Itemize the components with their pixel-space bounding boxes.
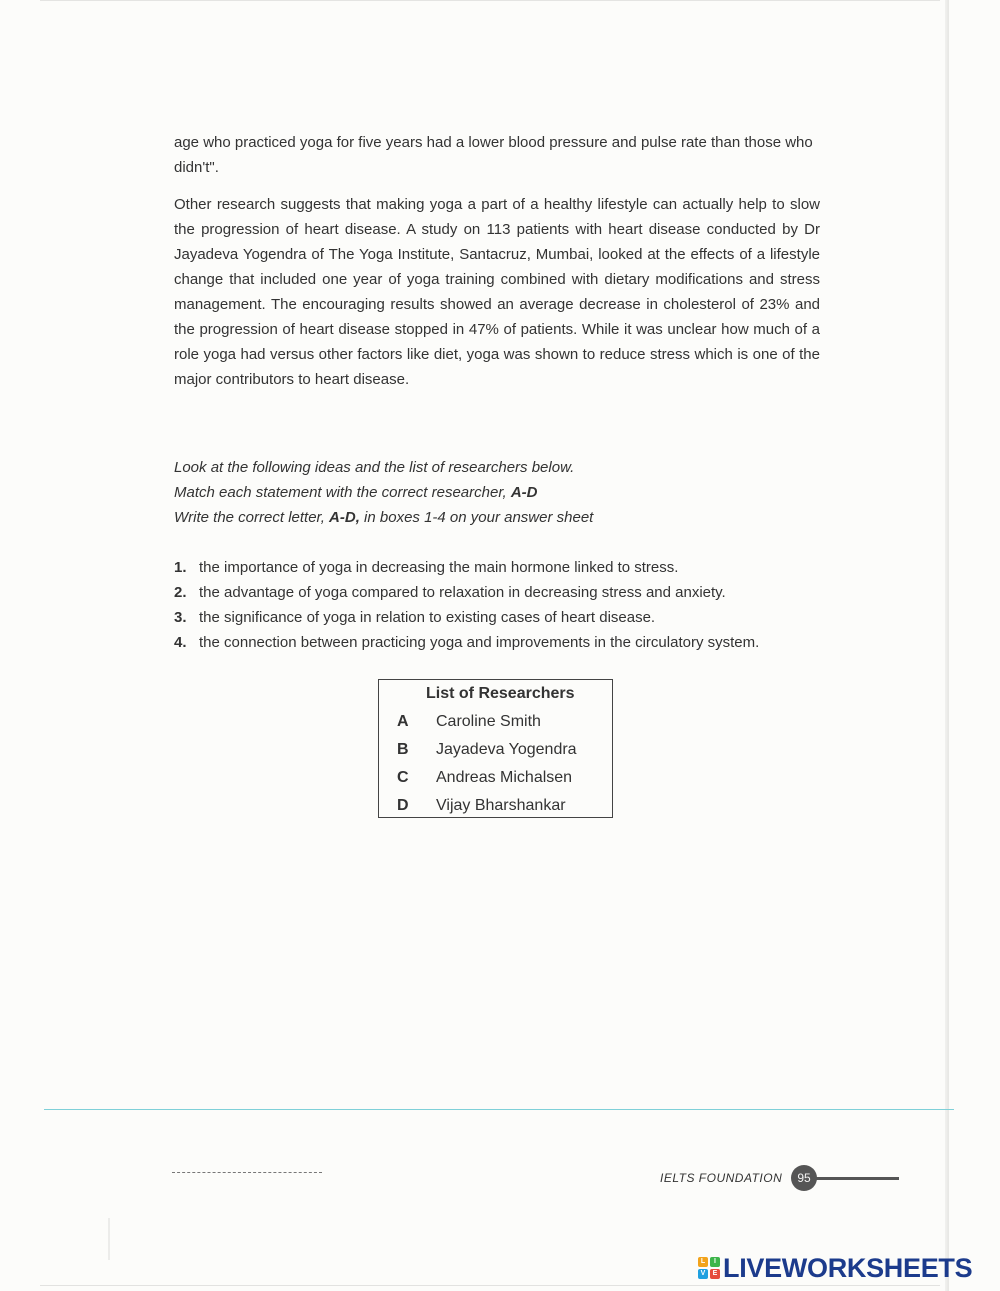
statement-item xyxy=(174,630,834,655)
scan-edge-bottom xyxy=(40,1285,940,1286)
liveworksheets-icon xyxy=(698,1257,720,1279)
statement-number: 3. xyxy=(174,609,187,626)
researcher-row xyxy=(379,708,612,736)
instruction-line-3-bold: A-D, xyxy=(329,509,360,526)
task-instructions xyxy=(174,455,820,530)
passage-paragraph-2: Other research suggests that making yoga a part of a healthy lifestyle can actually help to slow the progression of heart disease. A study on 113 patients with heart disease conducted by Dr Jayadeva Yogendra of The Yoga Institute, Santacruz, Mumbai, looked at the effects of a lifestyle change that included one year of yoga training combined with dietary modifications and stress management. The encouraging results showed an average decrease in cholesterol of 23% and the progression of heart disease stopped in 47% of patients. While it was unclear how much of a role yoga had versus other factors like diet, yoga was shown to reduce stress which is one of the major contributors to heart disease. xyxy=(174,196,820,388)
logo-tile-i: I xyxy=(710,1257,720,1267)
footer-rule xyxy=(815,1177,899,1180)
researcher-name: Vijay Bharshankar xyxy=(436,797,566,814)
statement-item xyxy=(174,555,834,580)
instruction-line-3-text-b: in boxes 1-4 on your answer sheet xyxy=(359,509,594,526)
liveworksheets-wordmark: LIVEWORKSHEETS xyxy=(723,1252,973,1283)
scan-edge-top xyxy=(40,0,940,1)
researchers-heading: List of Researchers xyxy=(426,685,575,702)
researcher-row xyxy=(379,736,612,764)
statement-number: 1. xyxy=(174,559,187,576)
statement-item xyxy=(174,580,834,605)
liveworksheets-logo[interactable] xyxy=(698,1253,972,1283)
statement-number: 2. xyxy=(174,584,187,601)
researcher-letter: C xyxy=(397,769,409,786)
instruction-line-2-text: Match each statement with the correct researcher, xyxy=(174,484,511,501)
scan-edge-right xyxy=(945,0,949,1291)
scan-edge-mark xyxy=(108,1218,110,1260)
researcher-name: Caroline Smith xyxy=(436,713,541,730)
footer-book-title: IELTS FOUNDATION xyxy=(660,1171,783,1185)
logo-tile-l: L xyxy=(698,1257,708,1267)
instruction-line-2 xyxy=(174,480,820,505)
statement-text: the importance of yoga in decreasing the main hormone linked to stress. xyxy=(199,559,679,576)
instruction-line-3 xyxy=(174,505,820,530)
researchers-box xyxy=(378,679,613,818)
instruction-line-3-text-a: Write the correct letter, xyxy=(174,509,330,526)
researcher-letter: A xyxy=(397,713,409,730)
statement-list xyxy=(174,555,834,655)
logo-tile-e: E xyxy=(710,1269,720,1279)
researcher-name: Jayadeva Yogendra xyxy=(436,741,577,758)
statement-number: 4. xyxy=(174,634,187,651)
researcher-letter: D xyxy=(397,797,409,814)
researcher-name: Andreas Michalsen xyxy=(436,769,573,786)
page-number-badge: 95 xyxy=(791,1165,817,1191)
statement-text: the advantage of yoga compared to relaxation in decreasing stress and anxiety. xyxy=(199,584,726,601)
footer-divider xyxy=(44,1109,954,1110)
researcher-letter: B xyxy=(397,741,409,758)
instruction-line-2-bold: A-D xyxy=(510,484,538,501)
logo-tile-v: V xyxy=(698,1269,708,1279)
researcher-row xyxy=(379,792,612,820)
dashed-rule xyxy=(172,1172,322,1173)
passage-paragraph-1: age who practiced yoga for five years had a lower blood pressure and pulse rate than those who didn't". xyxy=(174,134,813,176)
statement-text: the connection between practicing yoga and improvements in the circulatory system. xyxy=(199,634,760,651)
researcher-row xyxy=(379,764,612,792)
statement-item xyxy=(174,605,834,630)
statement-text: the significance of yoga in relation to existing cases of heart disease. xyxy=(199,609,656,626)
instruction-line-1: Look at the following ideas and the list of researchers below. xyxy=(174,459,575,476)
